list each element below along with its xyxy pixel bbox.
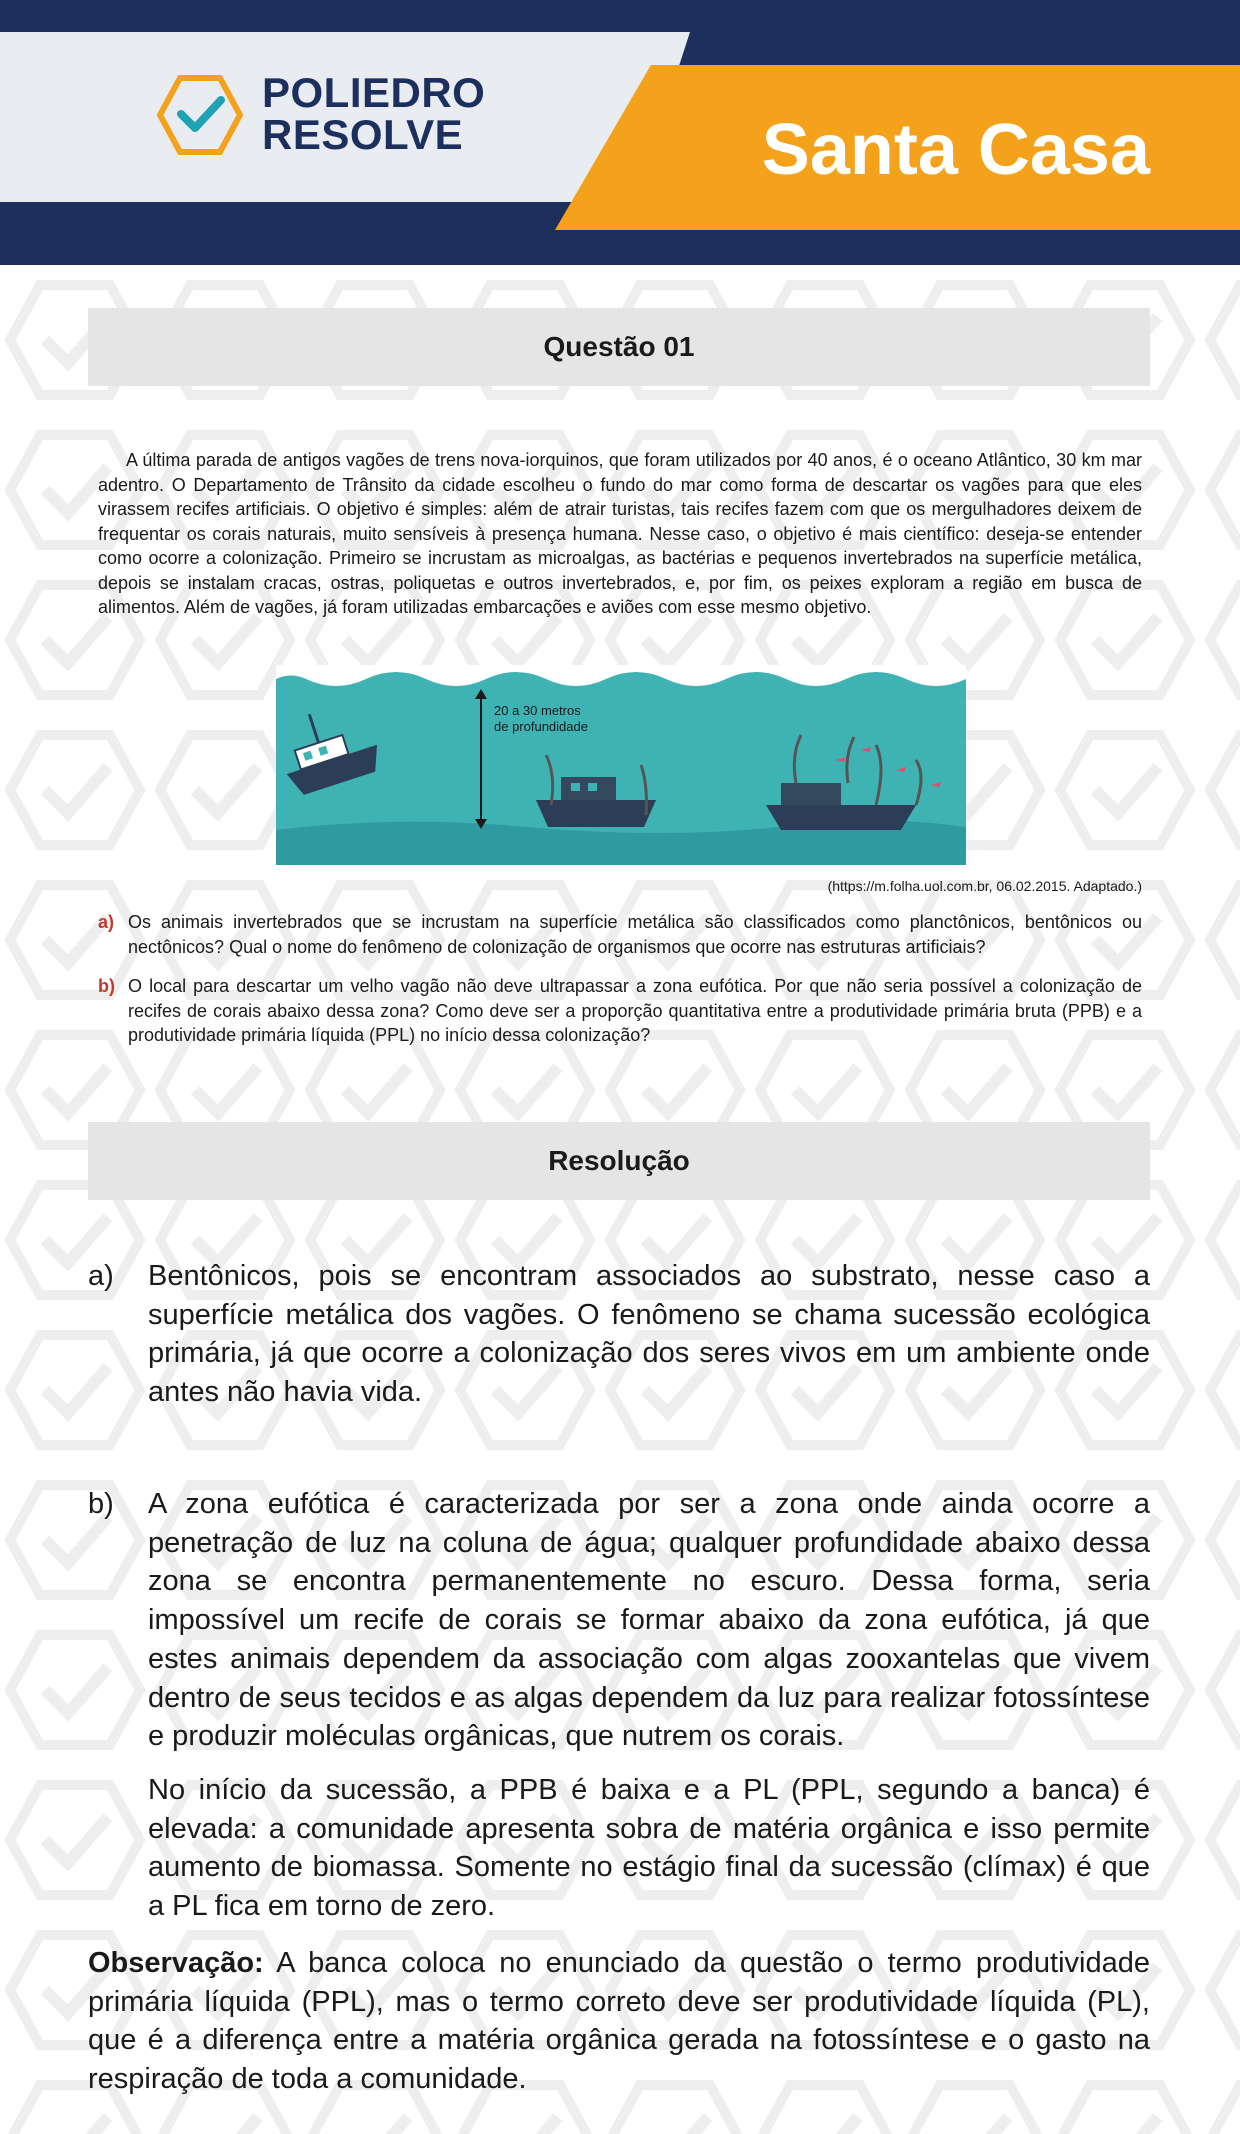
answer-b-text: A zona eufótica é caracterizada por ser a zona onde ainda ocorre a penetração de luz na coluna de água; qualquer profundidade abaixo dessa zona se encontra permanentemente no escuro. Dessa forma, seria impossível um recife de corais se formar abaixo da zona eufótica, já que estes animais dependem da associação com algas zooxantelas que vivem dentro de seus tecidos e as algas dependem da luz para realizar fotossíntese e produzir moléculas orgânicas, que nutrem os corais. bbox=[148, 1488, 1150, 1753]
logo-text bbox=[262, 69, 486, 158]
question-title-bar bbox=[88, 308, 1150, 386]
answer-a-text: Bentônicos, pois se encontram associados ao substrato, nesse caso a superfície metálica dos vagões. O fenômeno se chama sucessão ecológica primária, já que ocorre a colonização dos seres vivos em um ambiente onde antes não havia vida. bbox=[148, 1260, 1150, 1409]
observation-label: Observação: bbox=[88, 1947, 264, 1979]
sunken-boats-illustration bbox=[276, 665, 966, 865]
question-item-a bbox=[98, 910, 1142, 959]
item-a-label: a) bbox=[98, 912, 115, 932]
answer-b-label: b) bbox=[88, 1488, 114, 1520]
logo-line-1: POLIEDRO bbox=[262, 69, 486, 116]
item-a-text: Os animais invertebrados que se incrustam na superfície metálica são classificados como planctônicos, bentônicos ou nectônicos? Qual o nome do fenômeno de colonização de organismos que ocorre nas estruturas artificiais? bbox=[128, 912, 1142, 957]
depth-label-line-1: 20 a 30 metros bbox=[494, 703, 581, 718]
figure-source: (https://m.folha.uol.com.br, 06.02.2015. Adaptado.) bbox=[827, 878, 1142, 894]
check-hexagon-logo-icon bbox=[155, 70, 245, 160]
observation-text: A banca coloca no enunciado da questão o termo produtividade primária líquida (PPL), mas o termo correto deve ser produtividade líquida (PL), que é a diferença entre a matéria orgânica gerada na fotossíntese e o gasto na respiração de toda a comunidade. bbox=[88, 1947, 1150, 2096]
header bbox=[0, 0, 1240, 265]
question-text: A última parada de antigos vagões de trens nova-iorquinos, que foram utilizados por 40 anos, é o oceano Atlântico, 30 km mar adentro. O Departamento de Trânsito da cidade escolheu o fundo do mar como forma de descartar os vagões para que eles virassem recifes artificiais. O objetivo é simples: além de atrair turistas, tais recifes fazem com que os mergulhadores deixem de frequentar os corais naturais, muito sensíveis à presença humana. Nesse caso, o objetivo é mais científico: deseja-se entender como ocorre a colonização. Primeiro se incrustam as microalgas, as bactérias e pequenos invertebrados na superfície metálica, depois se instalam cracas, ostras, poliquetas e outros invertebrados, e, por fim, os peixes exploram a região em busca de alimentos. Além de vagões, já foram utilizadas embarcações e aviões com esse mesmo objetivo. bbox=[98, 450, 1142, 617]
answer-b-paragraph-2: No início da sucessão, a PPB é baixa e a PL (PPL, segundo a banca) é elevada: a comunidade apresenta sobra de matéria orgânica e isso permite aumento de biomassa. Somente no estágio final da sucessão (clímax) é que a PL fica em torno de zero. bbox=[148, 1774, 1150, 1923]
answer-a-label: a) bbox=[88, 1260, 114, 1292]
item-b-label: b) bbox=[98, 976, 115, 996]
item-b-text: O local para descartar um velho vagão não deve ultrapassar a zona eufótica. Por que não seria possível a colonização de recifes de corais abaixo dessa zona? Como deve ser a proporção quantitativa entre a produtividade primária bruta (PPB) e a produtividade primária líquida (PPL) no início dessa colonização? bbox=[128, 976, 1142, 1045]
answer-a bbox=[88, 1257, 1150, 1412]
resolution-title-bar bbox=[88, 1122, 1150, 1200]
brand-title: Santa Casa bbox=[761, 110, 1150, 190]
resolution-title: Resolução bbox=[548, 1145, 690, 1176]
question-title: Questão 01 bbox=[543, 331, 695, 362]
answer-b bbox=[88, 1485, 1150, 1756]
depth-label-line-2: de profundidade bbox=[494, 719, 588, 734]
observation-note bbox=[88, 1944, 1150, 2099]
question-item-b bbox=[98, 974, 1142, 1048]
logo-line-2: RESOLVE bbox=[262, 111, 464, 158]
